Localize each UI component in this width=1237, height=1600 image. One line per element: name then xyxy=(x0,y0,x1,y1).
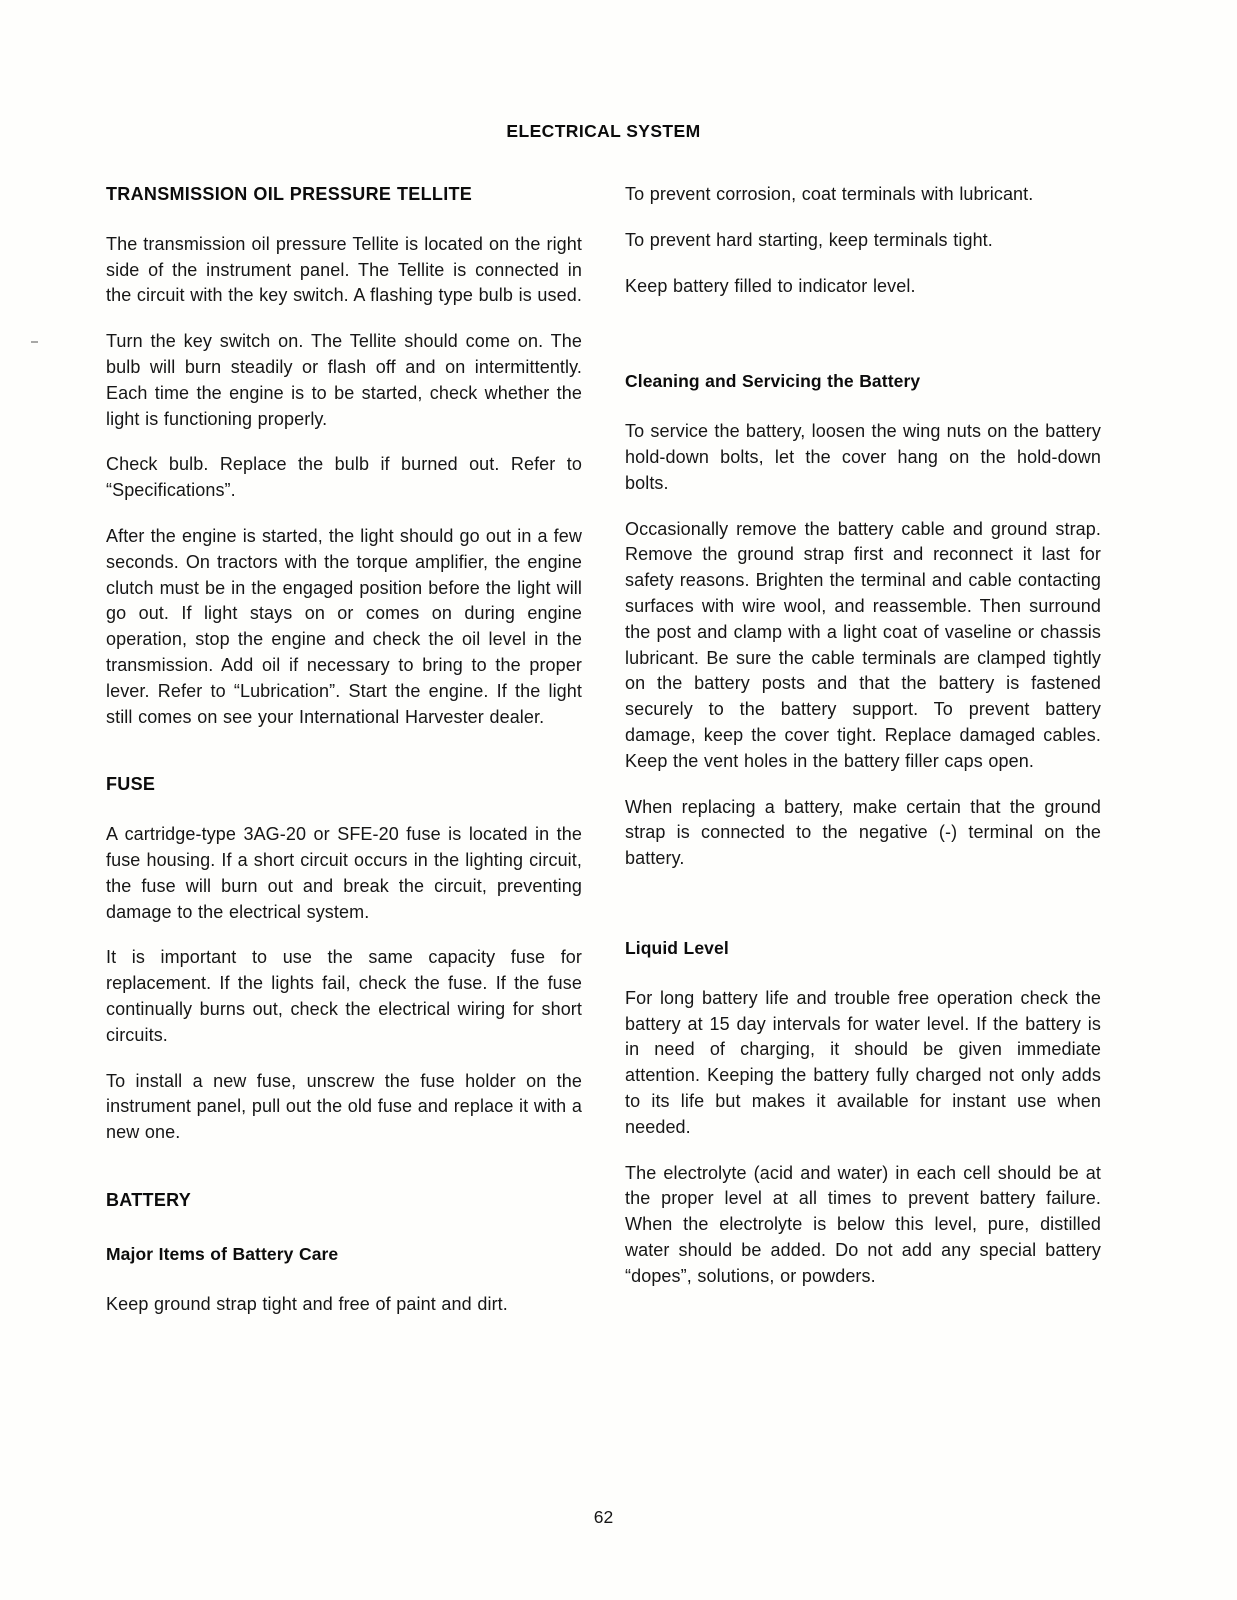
subheading-major-items-battery-care: Major Items of Battery Care xyxy=(106,1243,339,1264)
paragraph-liquid-electrolyte: The electrolyte (acid and water) in each cell should be at the proper level at all times to prevent battery failure. When the electrolyte is below this level, pure, distilled water should be added. Do not add any special battery “dopes”, solutions, or powders. xyxy=(625,1162,1101,1286)
paragraph-cleaning-wing-nuts: To service the battery, loosen the wing nuts on the battery hold-down bolts, let the cover hang on the hold-down bolts. xyxy=(625,421,1101,493)
paragraph-care-corrosion: To prevent corrosion, coat terminals with lubricant. xyxy=(625,184,1034,204)
paragraph-tellite-location: The transmission oil pressure Tellite is located on the right side of the instrument panel. The Tellite is connected in the circuit with the key switch. A flashing type bulb is used. xyxy=(106,233,582,306)
page-number: 62 xyxy=(593,1507,614,1527)
paragraph-tellite-after-start: After the engine is started, the light should go out in a few seconds. On tractors with the torque amplifier, the engine clutch must be in the engaged position before the light will go out. If light stays on or comes on during engine operation, stop the engine and check the oil level in the transmission. Add oil if necessary to bring to the proper lever. Refer to “Lubrication”. Start the engine. If the light still comes on see your International Harvester dealer. xyxy=(106,525,582,727)
paragraph-cleaning-cable-ground-strap: Occasionally remove the battery cable and ground strap. Remove the ground strap first and reconnect it last for safety reasons. Brighten the terminal and cable contacting surfaces with wire wool, and reassemble. Then surround the post and clamp with a light coat of vaseline or chassis lubricant. Be sure the cable terminals are clamped tightly on the battery posts and that the battery is fastened securely to the battery support. To prevent battery damage, keep the cover tight. Replace damaged cables. Keep the vent holes in the battery filler caps open. xyxy=(625,518,1101,771)
page-title: ELECTRICAL SYSTEM xyxy=(506,121,701,141)
paragraph-fuse-install: To install a new fuse, unscrew the fuse holder on the instrument panel, pull out the old fuse and replace it with a new one. xyxy=(106,1070,582,1143)
section-heading-battery: BATTERY xyxy=(106,1189,192,1210)
paragraph-tellite-check-bulb: Check bulb. Replace the bulb if burned out. Refer to “Specifications”. xyxy=(106,454,582,501)
paragraph-liquid-15-day-intervals: For long battery life and trouble free operation check the battery at 15 day intervals for water level. If the battery is in need of charging, it should be given immediate attention. Keeping the battery fully charged not only adds to its life but makes it available for instant use when needed. xyxy=(625,987,1101,1137)
subheading-cleaning-servicing-battery: Cleaning and Servicing the Battery xyxy=(625,371,921,392)
section-heading-fuse: FUSE xyxy=(106,774,156,795)
subheading-liquid-level: Liquid Level xyxy=(625,937,729,958)
section-heading-transmission-tellite: TRANSMISSION OIL PRESSURE TELLITE xyxy=(106,184,473,204)
right-column xyxy=(625,182,1101,1337)
paragraph-care-indicator-level: Keep battery filled to indicator level. xyxy=(625,275,916,296)
paragraph-battery-ground-strap: Keep ground strap tight and free of paint and dirt. xyxy=(106,1293,508,1314)
two-column-layout xyxy=(106,182,1237,1337)
paragraph-fuse-replacement: It is important to use the same capacity fuse for replacement. If the lights fail, check the fuse. If the fuse continually burns out, check the electrical wiring for short circuits. xyxy=(106,947,582,1045)
paragraph-fuse-type: A cartridge-type 3AG-20 or SFE-20 fuse is located in the fuse housing. If a short circuit occurs in the lighting circuit, the fuse will burn out and break the circuit, preventing damage to the electrical system. xyxy=(106,824,582,922)
scan-artifact-mark xyxy=(31,341,38,343)
paragraph-cleaning-negative-terminal: When replacing a battery, make certain that the ground strap is connected to the negative (-) terminal on the battery. xyxy=(625,796,1101,869)
paragraph-tellite-key-switch: Turn the key switch on. The Tellite should come on. The bulb will burn steadily or flash off and on intermittently. Each time the engine is to be started, check whether the light is functioning properly. xyxy=(106,331,582,429)
left-column xyxy=(106,182,582,1337)
paragraph-care-hard-starting: To prevent hard starting, keep terminals tight. xyxy=(625,229,993,250)
